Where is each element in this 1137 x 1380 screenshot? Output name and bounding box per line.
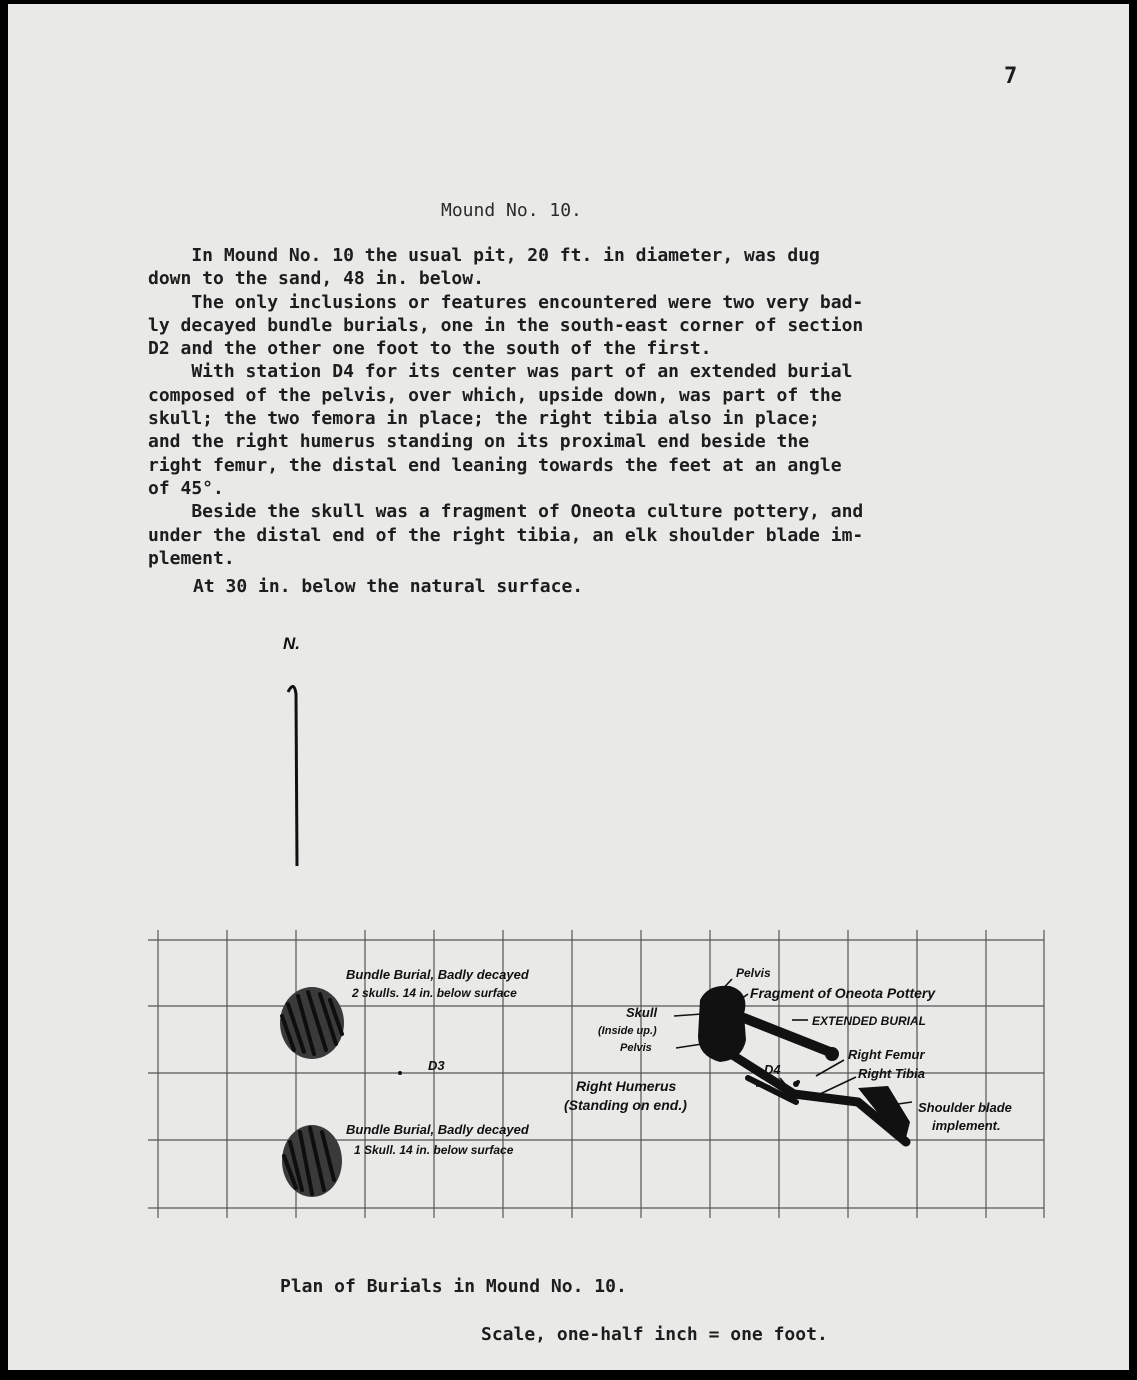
- humerus-note-label: (Standing on end.): [564, 1097, 687, 1113]
- shoulder-blade-sub-label: implement.: [932, 1118, 1001, 1133]
- station-d4-label: D4: [764, 1062, 781, 1077]
- bundle1-label: Bundle Burial, Badly decayed: [346, 967, 529, 982]
- north-arrow-icon: [288, 686, 297, 866]
- page-title: Mound No. 10.: [441, 200, 582, 221]
- para-line: under the distal end of the right tibia, an elk shoulder blade im-: [148, 524, 864, 546]
- right-tibia-label: Right Tibia: [858, 1066, 925, 1081]
- para-line: Beside the skull was a fragment of Oneota culture pottery, and: [148, 501, 864, 523]
- right-femur-label: Right Femur: [848, 1047, 925, 1062]
- para-line: and the right humerus standing on its proximal end beside the: [148, 431, 810, 453]
- para-line: The only inclusions or features encountered were two very bad-: [148, 291, 864, 313]
- diagram-caption: Plan of Burials in Mound No. 10.: [280, 1276, 627, 1297]
- page-number: 7: [1004, 64, 1018, 89]
- pelvis-left-label: Pelvis: [620, 1042, 652, 1054]
- bundle2-sub-label: 1 Skull. 14 in. below surface: [354, 1143, 514, 1157]
- bundle-burial-2-marker: [282, 1125, 342, 1197]
- burial-plan-diagram: [8, 4, 1129, 1370]
- para-line: skull; the two femora in place; the right tibia also in place;: [148, 408, 820, 430]
- pelvis-top-label: Pelvis: [736, 966, 771, 980]
- humerus-label: Right Humerus: [576, 1078, 677, 1094]
- shoulder-blade-label: Shoulder blade: [918, 1100, 1012, 1115]
- para-line: right femur, the distal end leaning towards the feet at an angle: [148, 454, 842, 476]
- pottery-label: Fragment of Oneota Pottery: [750, 985, 936, 1001]
- station-d4-point: [796, 1080, 800, 1084]
- para-line: plement.: [148, 547, 235, 569]
- surface-note: At 30 in. below the natural surface.: [193, 576, 584, 597]
- para-line: D2 and the other one foot to the south of the first.: [148, 338, 712, 360]
- para-line: In Mound No. 10 the usual pit, 20 ft. in diameter, was dug: [148, 245, 820, 266]
- extended-burial-label: EXTENDED BURIAL: [812, 1014, 927, 1028]
- skull-note-label: (Inside up.): [598, 1025, 657, 1037]
- bundle2-label: Bundle Burial, Badly decayed: [346, 1122, 529, 1137]
- para-line: With station D4 for its center was part of an extended burial: [148, 361, 853, 383]
- station-d3-label: D3: [428, 1058, 445, 1073]
- para-line: composed of the pelvis, over which, upside down, was part of the: [148, 384, 842, 406]
- para-line: of 45°.: [148, 477, 224, 499]
- para-line: down to the sand, 48 in. below.: [148, 268, 484, 290]
- bundle1-sub-label: 2 skulls. 14 in. below surface: [352, 986, 517, 1000]
- skull-label: Skull: [626, 1005, 658, 1020]
- scale-note: Scale, one-half inch = one foot.: [481, 1324, 828, 1345]
- para-line: ly decayed bundle burials, one in the south-east corner of section: [148, 314, 864, 336]
- bundle-burial-1-marker: [280, 987, 344, 1059]
- station-d3-point: [398, 1071, 402, 1075]
- north-label: N.: [283, 634, 300, 653]
- document-page: [8, 4, 1129, 1370]
